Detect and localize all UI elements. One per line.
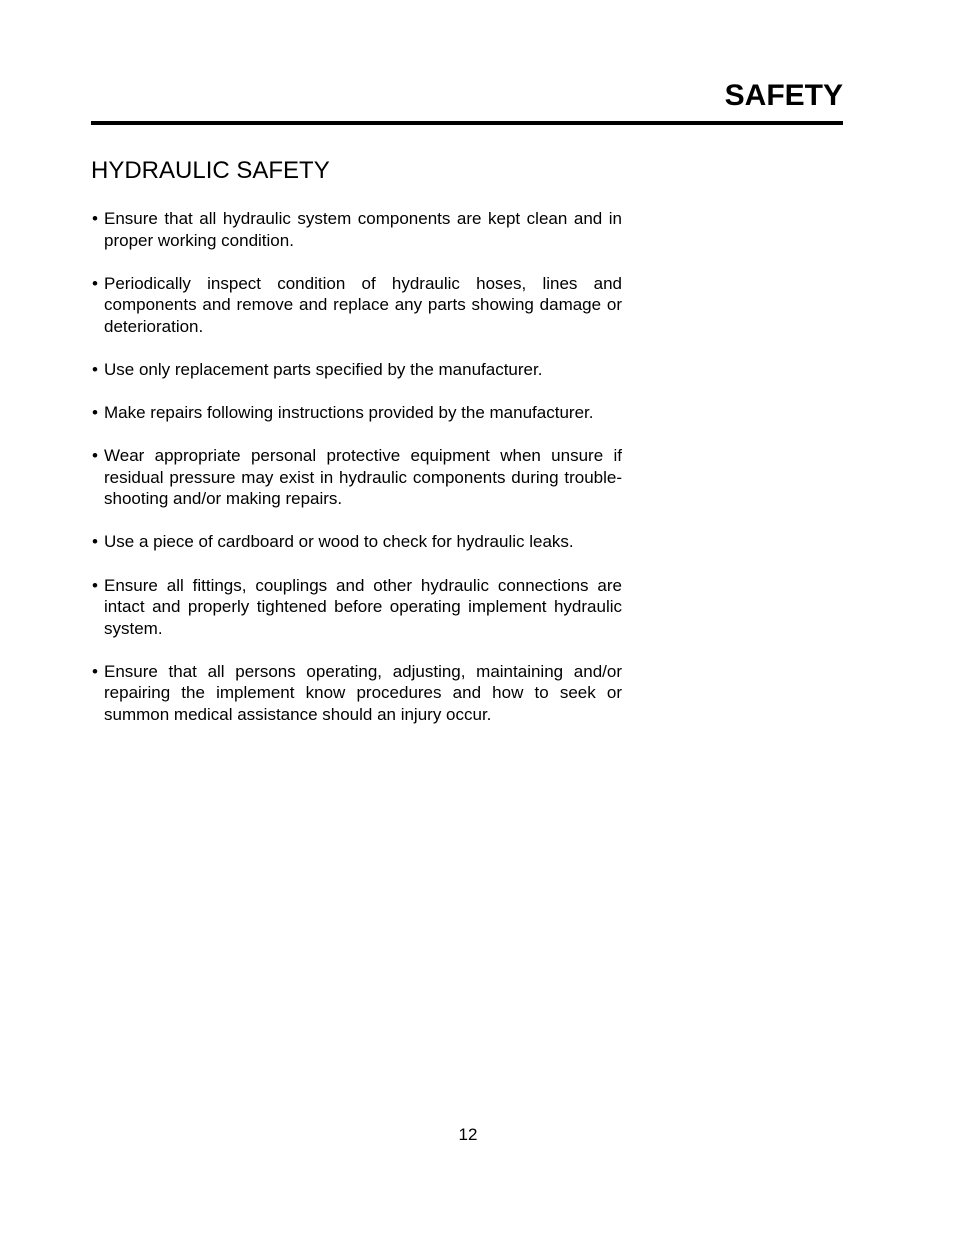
bullet-icon: •: [92, 661, 98, 681]
list-item-text: Use only replacement parts specified by the manufacturer.: [104, 359, 543, 379]
list-item: [89, 575, 622, 640]
bullet-icon: •: [92, 209, 98, 228]
bullet-icon: •: [92, 446, 98, 466]
bullet-icon: •: [92, 403, 98, 423]
page-number: 12: [458, 1125, 478, 1144]
title-divider: [91, 121, 843, 125]
list-item: [89, 661, 622, 726]
list-item-text: Make repairs following instructions provided by the manufacturer.: [104, 403, 594, 423]
list-item: [89, 445, 622, 510]
bullet-icon: •: [92, 575, 98, 595]
list-item: [89, 208, 622, 251]
list-item-text: Ensure that all hydraulic system components are kept clean and in proper working condition.: [104, 209, 622, 250]
list-item-text: Use a piece of cardboard or wood to check for hydraulic leaks.: [104, 532, 574, 552]
list-item-text: Periodically inspect condition of hydraulic hoses, lines and components and remove and replace any parts showing damage or deterioration.: [104, 273, 622, 336]
list-item: [89, 402, 622, 424]
list-item: [89, 531, 622, 553]
bullet-icon: •: [92, 273, 98, 293]
list-item: [89, 359, 622, 381]
bullet-icon: •: [92, 532, 98, 552]
section-heading: HYDRAULIC SAFETY: [91, 157, 330, 184]
list-item: [89, 273, 622, 338]
bullet-icon: •: [92, 359, 98, 379]
safety-bullet-list: [89, 208, 622, 747]
page-title: SAFETY: [724, 79, 843, 112]
list-item-text: Ensure that all persons operating, adjusting, maintaining and/or repairing the implement know procedures and how to seek or summon medical assistance should an injury occur.: [104, 661, 622, 724]
list-item-text: Wear appropriate personal protective equipment when unsure if residual pressure may exist in hydraulic components during trouble-shooting and/or making repairs.: [104, 446, 622, 509]
list-item-text: Ensure all fittings, couplings and other hydraulic connections are intact and properly tightened before operating implement hydraulic system.: [104, 575, 622, 638]
